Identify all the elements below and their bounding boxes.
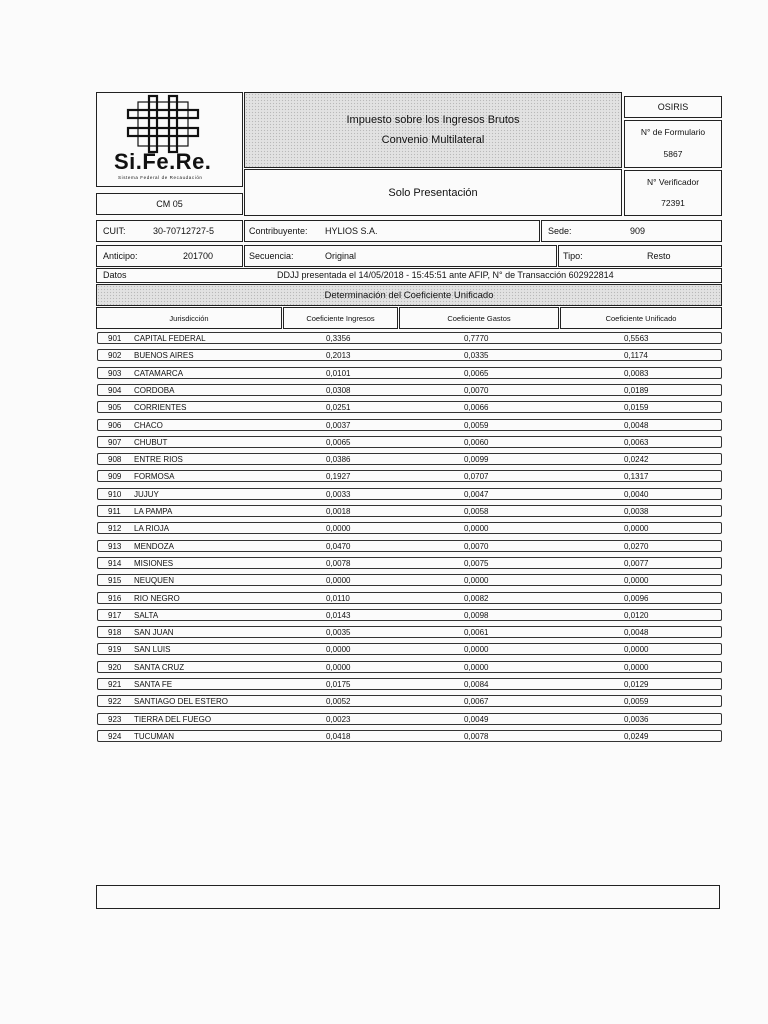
jurisdiction-code: 920 [108,662,122,672]
system-label: OSIRIS [657,102,689,112]
presentation-label: Solo Presentación [388,186,478,199]
sifere-logo [98,94,242,186]
coef-ingresos: 0,0033 [326,489,351,499]
coef-gastos: 0,0099 [464,455,489,465]
jurisdiction-name: SAN JUAN [134,628,174,638]
form-number-label: N° de Formulario [640,127,706,137]
coef-gastos: 0,0070 [464,541,489,551]
jurisdiction-code: 916 [108,593,122,603]
coef-gastos: 0,0335 [464,351,489,361]
coef-unificado: 0,5563 [624,334,649,343]
jurisdiction-name: CHUBUT [134,437,168,447]
jurisdiction-code: 911 [108,507,121,516]
coef-unificado: 0,0000 [624,645,649,655]
coef-ingresos: 0,0251 [326,403,351,413]
jurisdiction-name: CORDOBA [134,385,175,395]
coef-ingresos: 0,0000 [326,645,351,655]
coef-unificado: 0,0096 [624,593,649,603]
table-title-box [96,284,722,306]
jurisdiction-code: 905 [108,403,122,413]
table-row [97,367,722,379]
table-row [97,505,722,517]
coef-unificado: 0,0036 [624,714,649,724]
jurisdiction-code: 915 [108,576,122,586]
col-header-jurisdiccion [96,307,282,329]
table-row [97,470,722,482]
coef-ingresos: 0,2013 [326,351,351,361]
jurisdiction-code: 913 [108,541,122,551]
coef-gastos: 0,0707 [464,472,489,482]
jurisdiction-name: MENDOZA [134,541,174,551]
col-header-jurisdiccion-label: Jurisdicción [169,313,209,323]
coef-ingresos: 0,0386 [326,455,351,465]
coef-ingresos: 0,0470 [326,541,351,551]
coef-unificado: 0,0048 [624,628,649,638]
coef-unificado: 0,0159 [624,403,649,413]
jurisdiction-code: 902 [108,351,122,361]
coef-ingresos: 0,0037 [326,420,351,430]
jurisdiction-name: SANTIAGO DEL ESTERO [134,697,228,707]
table-row [97,436,722,448]
table-row [97,626,722,638]
jurisdiction-name: NEUQUEN [134,576,175,586]
jurisdiction-code: 909 [108,472,122,482]
taxpayer-label: Contribuyente: [249,226,308,236]
col-header-ingresos [283,307,398,329]
secuencia-value: Original [325,251,357,261]
coef-unificado: 0,0077 [624,558,649,568]
coef-ingresos: 0,0143 [326,610,351,620]
tipo-value: Resto [647,251,671,261]
footer-box [96,885,720,909]
coef-gastos: 0,0098 [464,610,489,620]
jurisdiction-code: 917 [108,610,122,620]
table-row [97,384,722,396]
coef-unificado: 0,1317 [624,472,649,482]
coef-ingresos: 0,0018 [326,507,351,516]
datos-label: Datos [103,270,127,280]
coef-gastos: 0,0065 [464,368,489,378]
cuit-value: 30-70712727-5 [153,226,215,236]
tipo-box [558,245,722,267]
jurisdiction-name: BUENOS AIRES [134,351,194,361]
coef-gastos: 0,0000 [464,576,489,586]
coef-gastos: 0,0082 [464,593,489,603]
coef-gastos: 0,0000 [464,524,489,534]
form-number: 5867 [663,149,683,159]
coef-gastos: 0,0067 [464,697,489,707]
jurisdiction-name: LA PAMPA [134,507,173,516]
coef-ingresos: 0,0035 [326,628,351,638]
coef-unificado: 0,0038 [624,507,649,516]
coef-ingresos: 0,0110 [326,593,350,603]
table-row [97,453,722,465]
coef-unificado: 0,0040 [624,489,649,499]
coef-gastos: 0,0000 [464,662,489,672]
coef-gastos: 0,0058 [464,507,489,516]
jurisdiction-code: 908 [108,455,122,465]
coef-ingresos: 0,0023 [326,714,351,724]
coef-ingresos: 0,0052 [326,697,351,707]
jurisdiction-code: 923 [108,714,122,724]
coef-unificado: 0,0129 [624,680,649,689]
coef-ingresos: 0,0065 [326,437,351,447]
cuit-label: CUIT: [103,226,126,236]
jurisdiction-name: JUJUY [134,489,159,499]
coef-unificado: 0,0063 [624,437,649,447]
coef-gastos: 0,0000 [464,645,489,655]
coef-ingresos: 0,0101 [326,368,351,378]
sede-box [541,220,722,242]
coef-unificado: 0,0270 [624,541,649,551]
sede-label: Sede: [548,226,572,236]
jurisdiction-name: CAPITAL FEDERAL [134,334,206,343]
coef-gastos: 0,0059 [464,420,489,430]
jurisdiction-name: SALTA [134,610,159,620]
table-row [97,713,722,725]
jurisdiction-name: TUCUMAN [134,731,174,741]
coef-gastos: 0,0084 [464,680,489,689]
jurisdiction-code: 922 [108,697,122,707]
table-row [97,349,722,361]
jurisdiction-code: 919 [108,645,122,655]
table-row [97,557,722,569]
coef-ingresos: 0,0078 [326,558,351,568]
logo-subtitle: Sistema Federal de Recaudación [118,175,203,180]
coef-unificado: 0,1174 [624,351,648,361]
system-box [624,96,722,118]
coef-unificado: 0,0242 [624,455,649,465]
col-header-gastos [399,307,559,329]
coef-gastos: 0,0070 [464,385,489,395]
jurisdiction-code: 921 [108,680,122,689]
table-row [97,678,722,690]
table-row [97,609,722,621]
jurisdiction-name: CATAMARCA [134,368,184,378]
datos-value: DDJJ presentada el 14/05/2018 - 15:45:51 ante AFIP, N° de Transacción 602922814 [277,270,614,280]
jurisdiction-code: 918 [108,628,122,638]
jurisdiction-name: CORRIENTES [134,403,187,413]
verifier-box [624,170,722,216]
coef-ingresos: 0,0000 [326,662,351,672]
coef-gastos: 0,0047 [464,489,489,499]
coef-unificado: 0,0000 [624,662,649,672]
jurisdiction-code: 904 [108,385,122,395]
table-row [97,488,722,500]
anticipo-label: Anticipo: [103,251,138,261]
logo-name: Si.Fe.Re. [114,149,212,174]
jurisdiction-name: ENTRE RIOS [134,455,183,465]
jurisdiction-name: TIERRA DEL FUEGO [134,714,212,724]
table-row [97,332,722,344]
taxpayer-value: HYLIOS S.A. [325,226,378,236]
table-row [97,661,722,673]
datos-box [96,268,722,283]
table-row [97,643,722,655]
anticipo-box [96,245,243,267]
col-header-gastos-label: Coeficiente Gastos [447,313,511,323]
coef-unificado: 0,0249 [624,731,649,741]
col-header-unificado-label: Coeficiente Unificado [605,313,677,323]
table-row [97,695,722,707]
table-row [97,730,722,742]
coef-ingresos: 0,3356 [326,334,351,343]
jurisdiction-code: 914 [108,558,122,568]
jurisdiction-name: SANTA CRUZ [134,662,185,672]
table-row [97,540,722,552]
coef-unificado: 0,0189 [624,385,649,395]
jurisdiction-name: SAN LUIS [134,645,171,655]
jurisdiction-code: 901 [108,334,122,343]
coef-gastos: 0,0049 [464,714,489,724]
form-code-box [96,193,243,215]
jurisdiction-name: FORMOSA [134,472,175,482]
jurisdiction-name: LA RIOJA [134,524,170,534]
jurisdiction-name: CHACO [134,420,163,430]
coef-unificado: 0,0048 [624,420,649,430]
coef-gastos: 0,0066 [464,403,489,413]
coef-gastos: 0,7770 [464,334,489,343]
verifier-label: N° Verificador [646,177,700,187]
taxpayer-box [244,220,540,242]
tipo-label: Tipo: [563,251,583,261]
jurisdiction-code: 924 [108,731,122,741]
coef-unificado: 0,0120 [624,610,649,620]
coef-gastos: 0,0075 [464,558,489,568]
presentation-box [244,169,622,216]
coef-unificado: 0,0059 [624,697,649,707]
anticipo-value: 201700 [183,251,214,261]
coef-ingresos: 0,1927 [326,472,351,482]
coef-unificado: 0,0000 [624,576,649,586]
header-title: Impuesto sobre los Ingresos Brutos [346,114,520,126]
header-subtitle: Convenio Multilateral [381,134,485,146]
coef-unificado: 0,0000 [624,524,649,534]
secuencia-box [244,245,557,267]
form-number-box [624,120,722,168]
secuencia-label: Secuencia: [249,251,294,261]
sede-value: 909 [630,226,646,236]
jurisdiction-name: RIO NEGRO [134,593,180,603]
coef-gastos: 0,0060 [464,437,489,447]
coef-ingresos: 0,0000 [326,576,351,586]
coef-gastos: 0,0078 [464,731,489,741]
coef-unificado: 0,0083 [624,368,649,378]
jurisdiction-code: 907 [108,437,122,447]
col-header-ingresos-label: Coeficiente Ingresos [306,313,375,323]
table-row [97,592,722,604]
coef-gastos: 0,0061 [464,628,489,638]
table-title: Determinación del Coeficiente Unificado [324,289,494,301]
table-row [97,401,722,413]
coef-ingresos: 0,0000 [326,524,351,534]
coef-ingresos: 0,0175 [326,680,351,689]
jurisdiction-code: 910 [108,489,122,499]
jurisdiction-name: MISIONES [134,558,174,568]
form-code: CM 05 [156,199,183,209]
header-title-box [244,92,622,168]
coef-ingresos: 0,0308 [326,385,351,395]
jurisdiction-name: SANTA FE [134,680,173,689]
jurisdiction-code: 912 [108,524,122,534]
coef-ingresos: 0,0418 [326,731,351,741]
jurisdiction-code: 903 [108,368,122,378]
jurisdiction-code: 906 [108,420,122,430]
col-header-unificado [560,307,722,329]
cuit-box [96,220,243,242]
verifier-number: 72391 [661,198,685,208]
table-row [97,419,722,431]
table-row [97,522,722,534]
table-row [97,574,722,586]
